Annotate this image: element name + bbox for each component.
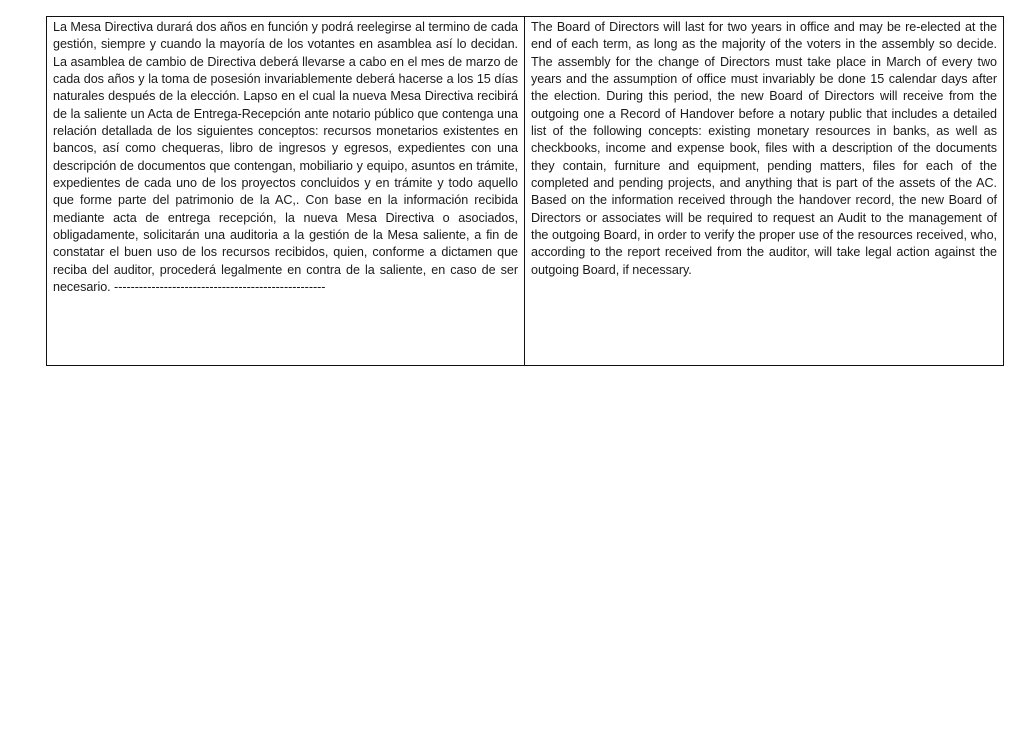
bilingual-table [46, 16, 1004, 366]
spanish-text-cell: La Mesa Directiva durará dos años en función y podrá reelegirse al termino de cada gestión, siempre y cuando la mayoría de los votantes en asamblea así lo decidan. La asamblea de cambio de Directiva deberá llevarse a cabo en el mes de marzo de cada dos años y la toma de posesión invariablemente deberá hacerse a los 15 días naturales después de la elección. Lapso en el cual la nueva Mesa Directiva recibirá de la saliente un Acta de Entrega-Recepción ante notario público que contenga una relación detallada de los siguientes conceptos: recursos monetarios existentes en bancos, así como chequeras, libro de ingresos y egresos, expedientes con una descripción de documentos que contengan, mobiliario y equipo, asuntos en trámite, expedientes de cada uno de los proyectos concluidos y en trámite y todo aquello que forme parte del patrimonio de la AC,. Con base en la información recibida mediante acta de entrega recepción, la nueva Mesa Directiva o asociados, obligadamente, solicitarán una auditoria a la gestión de la Mesa saliente, a fin de constatar el buen uso de los recursos recibidos, quien, conforme a dictamen que reciba del auditor, procederá legalmente en contra de la saliente, en caso de ser necesario. --------------------------------------------------- [47, 17, 525, 366]
english-text-cell: The Board of Directors will last for two years in office and may be re-elected at the end of each term, as long as the majority of the voters in the assembly so decide. The assembly for the change of Directors must take place in March of every two years and the assumption of office must invariably be done 15 calendar days after the election. During this period, the new Board of Directors will receive from the outgoing one a Record of Handover before a notary public that includes a detailed list of the following concepts: existing monetary resources in banks, as well as checkbooks, income and expense book, files with a description of the documents they contain, furniture and equipment, pending matters, files for each of the completed and pending projects, and anything that is part of the assets of the AC. Based on the information received through the handover record, the new Board of Directors or associates will be required to request an Audit to the management of the outgoing Board, in order to verify the proper use of the resources received, who, according to the report received from the auditor, will take legal action against the outgoing Board, if necessary. [525, 17, 1004, 366]
table-row [47, 17, 1004, 366]
